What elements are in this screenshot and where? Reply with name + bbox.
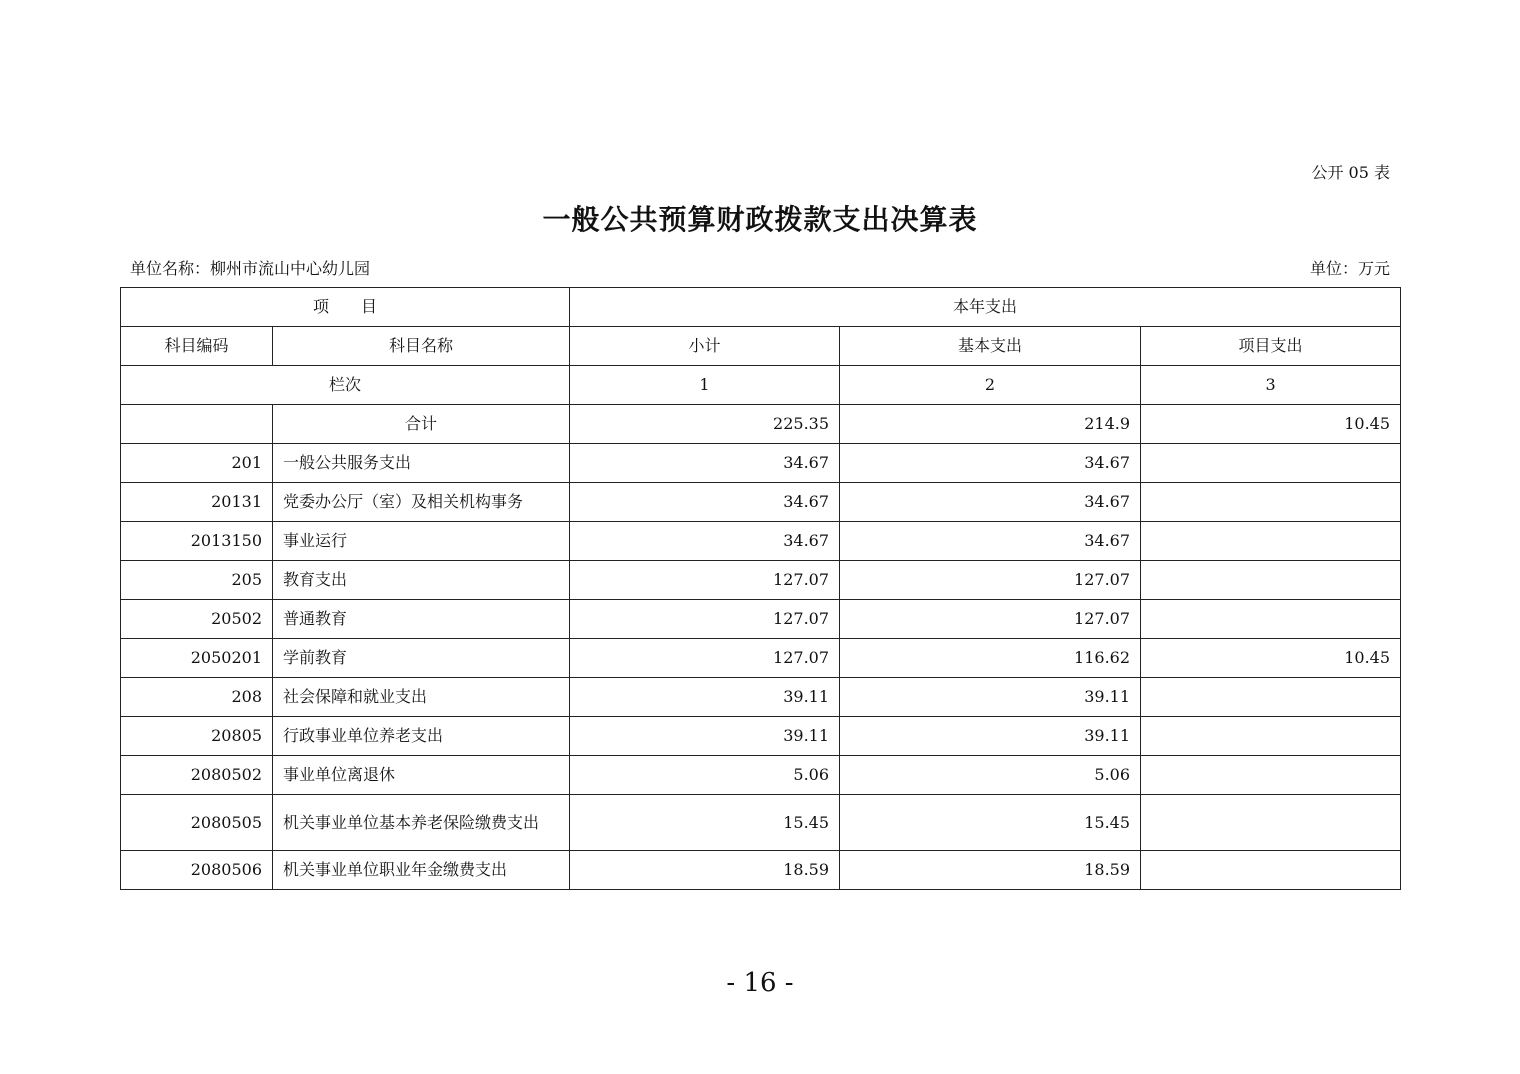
row-project	[1141, 795, 1401, 851]
table-row	[121, 851, 1401, 890]
row-name: 教育支出	[273, 561, 570, 600]
header-row-1	[121, 288, 1401, 327]
lanci-3: 3	[1141, 366, 1401, 405]
total-code-cell	[121, 405, 273, 444]
header-project: 项目支出	[1141, 327, 1401, 366]
row-code: 2050201	[121, 639, 273, 678]
header-current-year: 本年支出	[570, 288, 1401, 327]
row-name: 社会保障和就业支出	[273, 678, 570, 717]
lanci-row	[121, 366, 1401, 405]
row-project	[1141, 678, 1401, 717]
table-row	[121, 678, 1401, 717]
row-project	[1141, 600, 1401, 639]
row-project	[1141, 717, 1401, 756]
row-code: 205	[121, 561, 273, 600]
table-row	[121, 756, 1401, 795]
total-label: 合计	[273, 405, 570, 444]
row-code: 20502	[121, 600, 273, 639]
row-subtotal: 34.67	[570, 522, 840, 561]
row-name: 机关事业单位基本养老保险缴费支出	[273, 795, 570, 851]
row-basic: 127.07	[840, 561, 1141, 600]
total-basic: 214.9	[840, 405, 1141, 444]
page-title: 一般公共预算财政拨款支出决算表	[542, 203, 978, 236]
row-project	[1141, 756, 1401, 795]
lanci-label: 栏次	[121, 366, 570, 405]
row-subtotal: 127.07	[570, 639, 840, 678]
row-name: 事业运行	[273, 522, 570, 561]
row-subtotal: 127.07	[570, 600, 840, 639]
lanci-2: 2	[840, 366, 1141, 405]
row-code: 201	[121, 444, 273, 483]
row-basic: 5.06	[840, 756, 1141, 795]
table-row	[121, 444, 1401, 483]
table-row	[121, 483, 1401, 522]
total-subtotal: 225.35	[570, 405, 840, 444]
row-basic: 15.45	[840, 795, 1141, 851]
row-subtotal: 34.67	[570, 483, 840, 522]
row-subtotal: 5.06	[570, 756, 840, 795]
page-number: - 16 -	[726, 968, 794, 998]
row-basic: 39.11	[840, 717, 1141, 756]
row-basic: 34.67	[840, 522, 1141, 561]
row-project	[1141, 483, 1401, 522]
currency-unit-label: 单位：万元	[1309, 259, 1390, 278]
table-row	[121, 639, 1401, 678]
row-name: 事业单位离退休	[273, 756, 570, 795]
row-code: 2080505	[121, 795, 273, 851]
row-project	[1141, 522, 1401, 561]
table-row	[121, 600, 1401, 639]
total-row	[121, 405, 1401, 444]
row-basic: 34.67	[840, 444, 1141, 483]
row-code: 20805	[121, 717, 273, 756]
row-basic: 34.67	[840, 483, 1141, 522]
row-name: 机关事业单位职业年金缴费支出	[273, 851, 570, 890]
row-code: 208	[121, 678, 273, 717]
unit-line	[130, 256, 1390, 279]
header-code: 科目编码	[121, 327, 273, 366]
row-name: 普通教育	[273, 600, 570, 639]
row-name: 一般公共服务支出	[273, 444, 570, 483]
table-row	[121, 561, 1401, 600]
row-name: 行政事业单位养老支出	[273, 717, 570, 756]
header-name: 科目名称	[273, 327, 570, 366]
total-project: 10.45	[1141, 405, 1401, 444]
row-code: 20131	[121, 483, 273, 522]
header-basic: 基本支出	[840, 327, 1141, 366]
header-subtotal: 小计	[570, 327, 840, 366]
row-project	[1141, 851, 1401, 890]
row-basic: 127.07	[840, 600, 1141, 639]
row-basic: 116.62	[840, 639, 1141, 678]
row-subtotal: 34.67	[570, 444, 840, 483]
row-code: 2080502	[121, 756, 273, 795]
row-subtotal: 39.11	[570, 678, 840, 717]
row-basic: 39.11	[840, 678, 1141, 717]
header-item: 项 目	[121, 288, 570, 327]
unit-name-label: 单位名称：柳州市流山中心幼儿园	[130, 259, 371, 278]
table-row	[121, 795, 1401, 851]
row-project	[1141, 444, 1401, 483]
table-row	[121, 717, 1401, 756]
row-subtotal: 15.45	[570, 795, 840, 851]
table-code: 公开 05 表	[1311, 163, 1390, 182]
row-subtotal: 39.11	[570, 717, 840, 756]
row-project: 10.45	[1141, 639, 1401, 678]
lanci-1: 1	[570, 366, 840, 405]
table-row	[121, 522, 1401, 561]
row-project	[1141, 561, 1401, 600]
row-subtotal: 127.07	[570, 561, 840, 600]
row-code: 2013150	[121, 522, 273, 561]
budget-table	[120, 287, 1401, 890]
row-name: 党委办公厅（室）及相关机构事务	[273, 483, 570, 522]
row-basic: 18.59	[840, 851, 1141, 890]
row-code: 2080506	[121, 851, 273, 890]
row-name: 学前教育	[273, 639, 570, 678]
header-row-2	[121, 327, 1401, 366]
row-subtotal: 18.59	[570, 851, 840, 890]
